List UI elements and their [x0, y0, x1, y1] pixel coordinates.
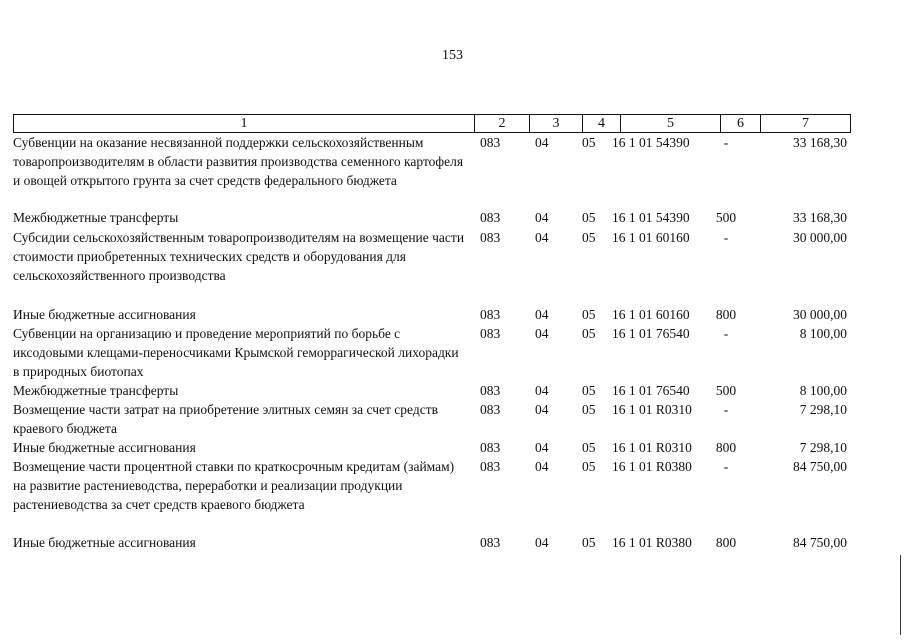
- row-c5: 16 1 01 R0310: [612, 402, 692, 417]
- row-c3: 04: [535, 307, 549, 322]
- header-col-7: 7: [760, 115, 850, 132]
- row-c4: 05: [582, 307, 596, 322]
- row-c6: -: [723, 402, 729, 417]
- row-c6: -: [723, 326, 729, 341]
- row-c2: 083: [480, 135, 501, 150]
- header-col-2: 2: [474, 115, 529, 132]
- row-c7: 7 298,10: [799, 402, 847, 417]
- row-c3: 04: [535, 210, 549, 225]
- row-name: Иные бюджетные ассигнования: [13, 535, 196, 550]
- row-c6: 800: [715, 307, 737, 322]
- table-header: [13, 114, 851, 133]
- row-c2: 083: [480, 535, 501, 550]
- row-c7: 30 000,00: [793, 230, 847, 245]
- row-c6: -: [723, 135, 729, 150]
- row-c2: 083: [480, 307, 501, 322]
- row-c2: 083: [480, 440, 501, 455]
- row-c4: 05: [582, 383, 596, 398]
- row-c2: 083: [480, 230, 501, 245]
- row-name: Возмещение части процентной ставки по краткосрочным кредитам (займам) на развитие растениеводства, переработки и реализации продукции растениеводства за счет средств краевого бюджета: [13, 459, 455, 512]
- row-c5: 16 1 01 R0380: [612, 459, 692, 474]
- row-c2: 083: [480, 459, 501, 474]
- row-c5: 16 1 01 R0310: [612, 440, 692, 455]
- row-c6: -: [723, 459, 729, 474]
- row-c4: 05: [582, 402, 596, 417]
- row-name: Возмещение части затрат на приобретение элитных семян за счет средств краевого бюджета: [13, 402, 438, 436]
- row-c5: 16 1 01 54390: [612, 135, 690, 150]
- row-c2: 083: [480, 326, 501, 341]
- row-name: Межбюджетные трансферты: [13, 210, 179, 225]
- row-c7: 84 750,00: [793, 535, 847, 550]
- row-c2: 083: [480, 383, 501, 398]
- row-c5: 16 1 01 60160: [612, 230, 690, 245]
- row-c3: 04: [535, 135, 549, 150]
- row-c4: 05: [582, 210, 596, 225]
- row-c7: 33 168,30: [793, 210, 847, 225]
- row-c3: 04: [535, 326, 549, 341]
- row-c6: 800: [715, 440, 737, 455]
- row-c3: 04: [535, 230, 549, 245]
- page-number: 153: [442, 48, 463, 63]
- row-c5: 16 1 01 60160: [612, 307, 690, 322]
- row-c7: 30 000,00: [793, 307, 847, 322]
- row-c5: 16 1 01 54390: [612, 210, 690, 225]
- row-c4: 05: [582, 535, 596, 550]
- header-col-1: 1: [240, 116, 248, 131]
- row-c4: 05: [582, 135, 596, 150]
- row-name: Иные бюджетные ассигнования: [13, 440, 196, 455]
- row-c7: 33 168,30: [793, 135, 847, 150]
- header-col-5: 5: [620, 115, 720, 132]
- row-c5: 16 1 01 76540: [612, 383, 690, 398]
- row-c4: 05: [582, 440, 596, 455]
- row-c6: 500: [715, 383, 737, 398]
- header-col-3: 3: [529, 115, 582, 132]
- row-c5: 16 1 01 76540: [612, 326, 690, 341]
- row-name: Субвенции на оказание несвязанной поддержки сельскохозяйственным товаропроизводителям в области развития производства семенного картофеля и овощей открытого грунта за счет средств федерального бюджета: [13, 135, 464, 188]
- row-c2: 083: [480, 210, 501, 225]
- row-c4: 05: [582, 230, 596, 245]
- row-c7: 8 100,00: [799, 326, 847, 341]
- row-c7: 7 298,10: [799, 440, 847, 455]
- row-c3: 04: [535, 440, 549, 455]
- row-c6: -: [723, 230, 729, 245]
- row-name: Иные бюджетные ассигнования: [13, 307, 196, 322]
- row-c3: 04: [535, 402, 549, 417]
- row-c4: 05: [582, 459, 596, 474]
- row-c3: 04: [535, 383, 549, 398]
- row-name: Субвенции на организацию и проведение мероприятий по борьбе с иксодовыми клещами-переносчиками Крымской геморрагической лихорадки в природных биотопах: [13, 326, 459, 379]
- row-c3: 04: [535, 535, 549, 550]
- scan-edge-line: [900, 555, 901, 635]
- header-col-4: 4: [582, 115, 620, 132]
- row-c7: 84 750,00: [793, 459, 847, 474]
- row-c6: 500: [715, 210, 737, 225]
- row-name: Субсидии сельскохозяйственным товаропроизводителям на возмещение части стоимости приобретенных технических средств и оборудования для сельскохозяйственного производства: [13, 230, 465, 283]
- row-c3: 04: [535, 459, 549, 474]
- header-col-6: 6: [720, 115, 760, 132]
- row-c7: 8 100,00: [799, 383, 847, 398]
- row-name: Межбюджетные трансферты: [13, 383, 179, 398]
- row-c6: 800: [715, 535, 737, 550]
- row-c2: 083: [480, 402, 501, 417]
- row-c5: 16 1 01 R0380: [612, 535, 692, 550]
- row-c4: 05: [582, 326, 596, 341]
